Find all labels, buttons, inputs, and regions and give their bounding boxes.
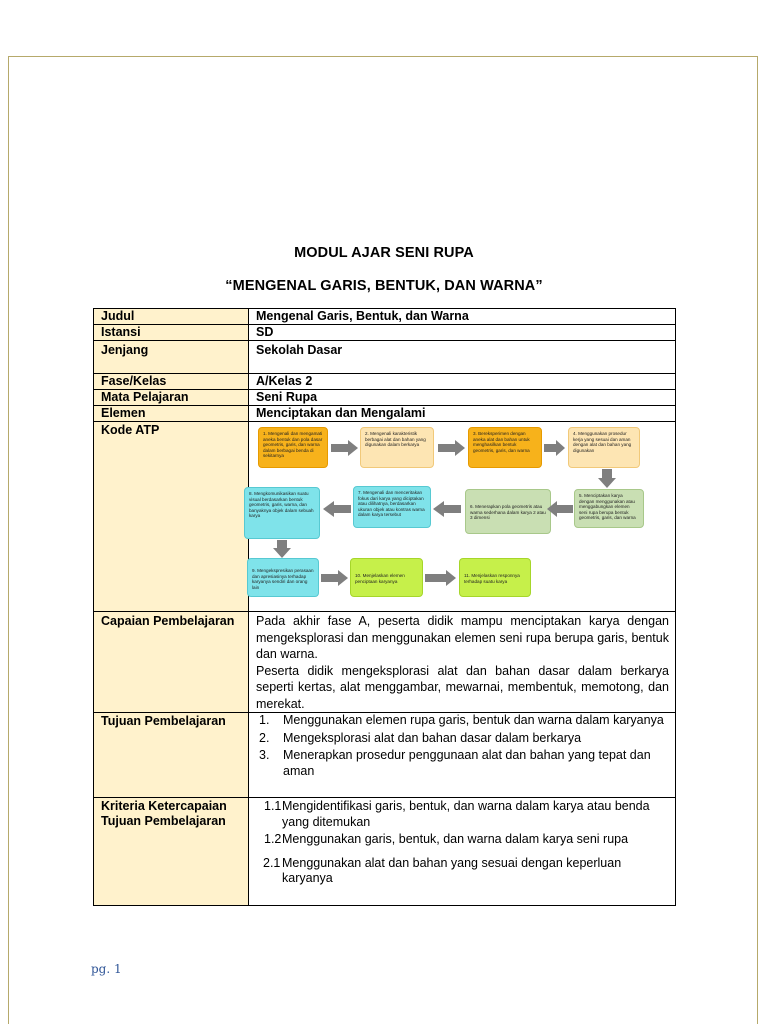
row-kode-atp	[94, 422, 676, 612]
atp-step-2: 2. Mengenali karakteristik berbagai alat dan bahan yang digunakan dalam berkarya	[360, 427, 434, 468]
arrow-down-icon	[273, 540, 291, 558]
row-capaian	[94, 612, 676, 713]
atp-step-8: 8. Mengkomunikasikan suatu visual berdasarkan bentuk geometris, garis, warna, dan banyaknya objek dalam sebuah karya	[244, 487, 320, 539]
label-capaian: Capaian Pembelajaran	[94, 612, 249, 713]
row-mapel	[94, 390, 676, 406]
value-capaian	[249, 612, 676, 713]
label-kode-atp: Kode ATP	[94, 422, 249, 612]
list-item: 1.2 Menggunakan garis, bentuk, dan warna dalam karya seni rupa	[264, 832, 629, 846]
list-item: 2.1 Menggunakan alat dan bahan yang sesuai dengan keperluan karyanya	[263, 855, 622, 885]
atp-step-7: 7. Mengenali dan menceritakan fokus dari karya yang diciptakan atau dilihatnya, berdasarkan ukuran objek atau kontras warna dalam karya tersebut	[353, 486, 431, 528]
value-elemen: Menciptakan dan Mengalami	[249, 406, 676, 422]
atp-step-10: 10. Menjelaskan elemen penciptaan karyanya	[350, 558, 423, 597]
row-tujuan	[94, 713, 676, 798]
value-mapel: Seni Rupa	[249, 390, 676, 406]
value-kriteria	[249, 798, 676, 906]
atp-step-11: 11. Menjelaskan responnya terhadap suatu karya	[459, 558, 531, 597]
capaian-paragraph-1: Pada akhir fase A, peserta didik mampu menciptakan karya dengan mengeksplorasi dan menggunakan elemen seni rupa berupa garis, bentuk dan warna.	[256, 614, 669, 661]
label-elemen: Elemen	[94, 406, 249, 422]
value-judul: Mengenal Garis, Bentuk, dan Warna	[249, 309, 676, 325]
atp-step-4: 4. Menggunakan prosedur kerja yang sesuai dan aman dengan alat dan bahan yang digunakan	[568, 427, 640, 468]
label-fase: Fase/Kelas	[94, 374, 249, 390]
atp-flowchart	[249, 427, 678, 609]
value-tujuan	[249, 713, 676, 798]
arrow-left-icon	[323, 501, 351, 517]
label-mapel: Mata Pelajaran	[94, 390, 249, 406]
arrow-right-icon	[331, 440, 359, 456]
row-judul	[94, 309, 676, 325]
value-fase: A/Kelas 2	[249, 374, 676, 390]
value-jenjang: Sekolah Dasar	[249, 341, 676, 374]
modul-table	[93, 308, 676, 906]
row-elemen	[94, 406, 676, 422]
atp-step-1: 1. Mengenali dan mengamati aneka bentuk dan pola dasar geometris, garis, dan warna dalam berbagai benda di sekitarnya	[258, 427, 328, 468]
label-judul: Judul	[94, 309, 249, 325]
row-kriteria	[94, 798, 676, 906]
row-fase	[94, 374, 676, 390]
page-number: pg. 1	[91, 962, 122, 976]
label-tujuan: Tujuan Pembelajaran	[94, 713, 249, 798]
label-jenjang: Jenjang	[94, 341, 249, 374]
arrow-right-icon	[544, 440, 566, 456]
list-item: 3. Menerapkan prosedur penggunaan alat dan bahan yang tepat dan aman	[259, 748, 651, 778]
atp-step-5: 5. Menciptakan karya dengan menggunakan atau menggabungkan elemen seni rupa berupa bentuk geometris, garis, dan warna	[574, 489, 644, 528]
arrow-right-icon	[438, 440, 466, 456]
list-item: 1. Menggunakan elemen rupa garis, bentuk dan warna dalam karyanya	[259, 713, 664, 727]
label-kriteria-line-1: Kriteria Ketercapaian	[101, 799, 227, 813]
label-kriteria	[94, 798, 249, 906]
row-istansi	[94, 325, 676, 341]
arrow-right-icon	[425, 570, 457, 586]
tujuan-list	[256, 713, 669, 779]
atp-flowchart-cell	[249, 422, 676, 612]
atp-step-6: 6. Menerapkan pola geometris atau warna sederhana dalam karya 2 atau 3 dimensi	[465, 489, 551, 534]
atp-step-3: 3. Bereksperimen dengan aneka alat dan bahan untuk menghasilkan bentuk geometris, garis, dan warna	[468, 427, 542, 468]
arrow-left-icon	[433, 501, 461, 517]
label-kriteria-line-2: Tujuan Pembelajaran	[101, 814, 226, 828]
arrow-down-icon	[598, 469, 616, 488]
arrow-right-icon	[321, 570, 349, 586]
label-istansi: Istansi	[94, 325, 249, 341]
value-istansi: SD	[249, 325, 676, 341]
arrow-left-icon	[547, 501, 573, 517]
list-item: 1.1 Mengidentifikasi garis, bentuk, dan warna dalam karya atau benda yang ditemukan	[264, 799, 650, 829]
document-subtitle: “MENGENAL GARIS, BENTUK, DAN WARNA”	[225, 278, 543, 294]
document-title: MODUL AJAR SENI RUPA	[294, 245, 474, 261]
capaian-paragraph-2: Peserta didik mengeksplorasi alat dan bahan dasar dalam berkarya seperti kertas, alat menggambar, mewarnai, membentuk, memotong, dan merekat.	[256, 663, 669, 711]
list-item: 2. Mengeksplorasi alat dan bahan dasar dalam berkarya	[259, 730, 582, 745]
row-jenjang	[94, 341, 676, 374]
atp-step-9: 9. Mengekspresikan perasaan dan apresiasinya terhadap karyanya sendiri dan orang lain	[247, 558, 319, 597]
